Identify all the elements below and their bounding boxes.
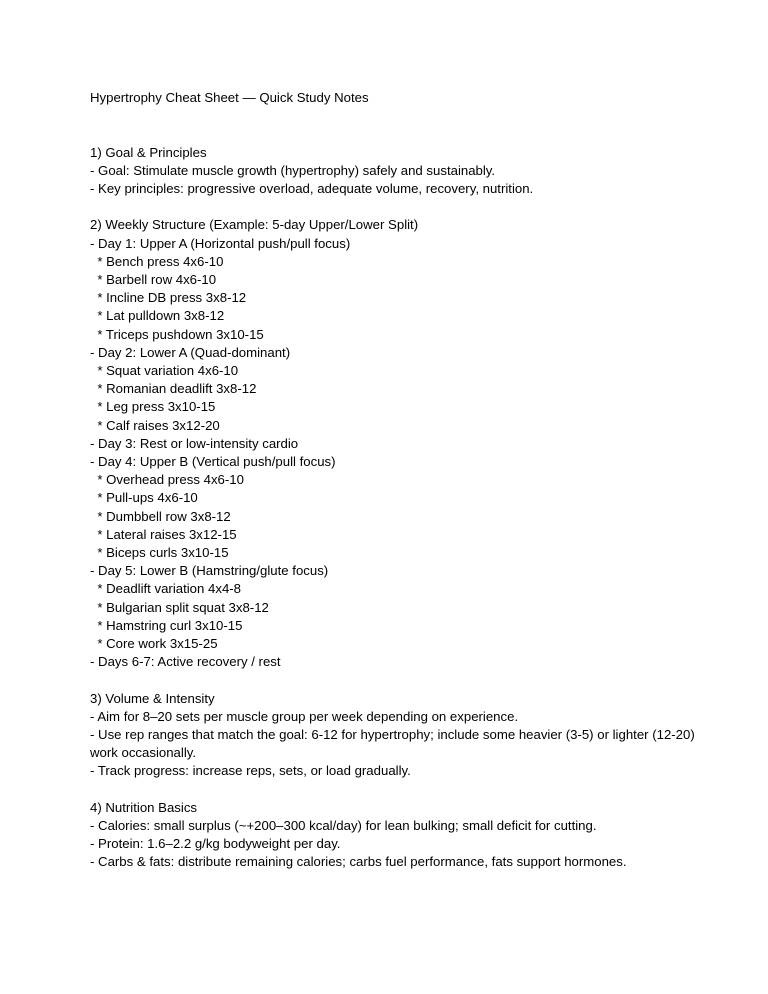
- section-heading: 4) Nutrition Basics: [90, 799, 198, 815]
- section-line: * Deadlift variation 4x4-8: [90, 581, 241, 597]
- section-line: * Bulgarian split squat 3x8-12: [90, 599, 269, 615]
- section-line: - Key principles: progressive overload, adequate volume, recovery, nutrition.: [90, 181, 534, 196]
- section-line: * Lat pulldown 3x8-12: [90, 308, 225, 324]
- section-1: [90, 144, 708, 199]
- section-line: - Track progress: increase reps, sets, or load gradually.: [90, 763, 411, 779]
- section-spacer: [90, 781, 708, 799]
- section-line: * Overhead press 4x6-10: [90, 472, 244, 488]
- section-line: - Day 3: Rest or low-intensity cardio: [90, 435, 299, 451]
- document-title: Hypertrophy Cheat Sheet — Quick Study Notes: [90, 90, 369, 105]
- section-line: - Use rep ranges that match the goal: 6-12 for hypertrophy; include some heavier (3-5) or lighter (12-20) work occasionally.: [90, 727, 699, 761]
- section-line: - Day 5: Lower B (Hamstring/glute focus): [90, 563, 329, 579]
- section-line: * Incline DB press 3x8-12: [90, 290, 247, 306]
- section-line: * Bench press 4x6-10: [90, 253, 224, 269]
- section-line: - Goal: Stimulate muscle growth (hypertrophy) safely and sustainably.: [90, 162, 496, 178]
- section-line: * Hamstring curl 3x10-15: [90, 617, 243, 633]
- document-body: [90, 144, 708, 872]
- section-3: [90, 690, 708, 781]
- spacer: [90, 107, 708, 143]
- section-line: * Romanian deadlift 3x8-12: [90, 381, 257, 397]
- section-line: - Day 2: Lower A (Quad-dominant): [90, 344, 291, 360]
- section-4: [90, 799, 708, 872]
- section-line: - Days 6-7: Active recovery / rest: [90, 654, 281, 670]
- section-line: * Calf raises 3x12-20: [90, 417, 220, 433]
- section-line: - Carbs & fats: distribute remaining calories; carbs fuel performance, fats support hormones.: [90, 854, 627, 870]
- section-line: * Leg press 3x10-15: [90, 399, 216, 415]
- section-line: * Lateral raises 3x12-15: [90, 526, 237, 542]
- section-line: - Day 1: Upper A (Horizontal push/pull focus): [90, 235, 351, 251]
- section-line: - Calories: small surplus (~+200–300 kcal/day) for lean bulking; small deficit for cutting.: [90, 818, 597, 834]
- section-2: [90, 216, 708, 671]
- section-line: * Biceps curls 3x10-15: [90, 545, 229, 561]
- section-line: * Pull-ups 4x6-10: [90, 490, 198, 506]
- section-heading: 3) Volume & Intensity: [90, 690, 215, 706]
- section-line: * Dumbbell row 3x8-12: [90, 508, 231, 524]
- section-line: * Barbell row 4x6-10: [90, 272, 217, 287]
- section-line: - Day 4: Upper B (Vertical push/pull focus): [90, 454, 336, 470]
- section-line: * Core work 3x15-25: [90, 636, 218, 652]
- section-heading: 1) Goal & Principles: [90, 144, 207, 160]
- section-heading: 2) Weekly Structure (Example: 5-day Upper/Lower Split): [90, 217, 419, 233]
- section-spacer: [90, 198, 708, 216]
- section-line: * Squat variation 4x6-10: [90, 363, 239, 379]
- section-spacer: [90, 671, 708, 689]
- section-line: - Protein: 1.6–2.2 g/kg bodyweight per day.: [90, 836, 341, 852]
- section-line: - Aim for 8–20 sets per muscle group per week depending on experience.: [90, 708, 519, 724]
- section-line: * Triceps pushdown 3x10-15: [90, 326, 264, 342]
